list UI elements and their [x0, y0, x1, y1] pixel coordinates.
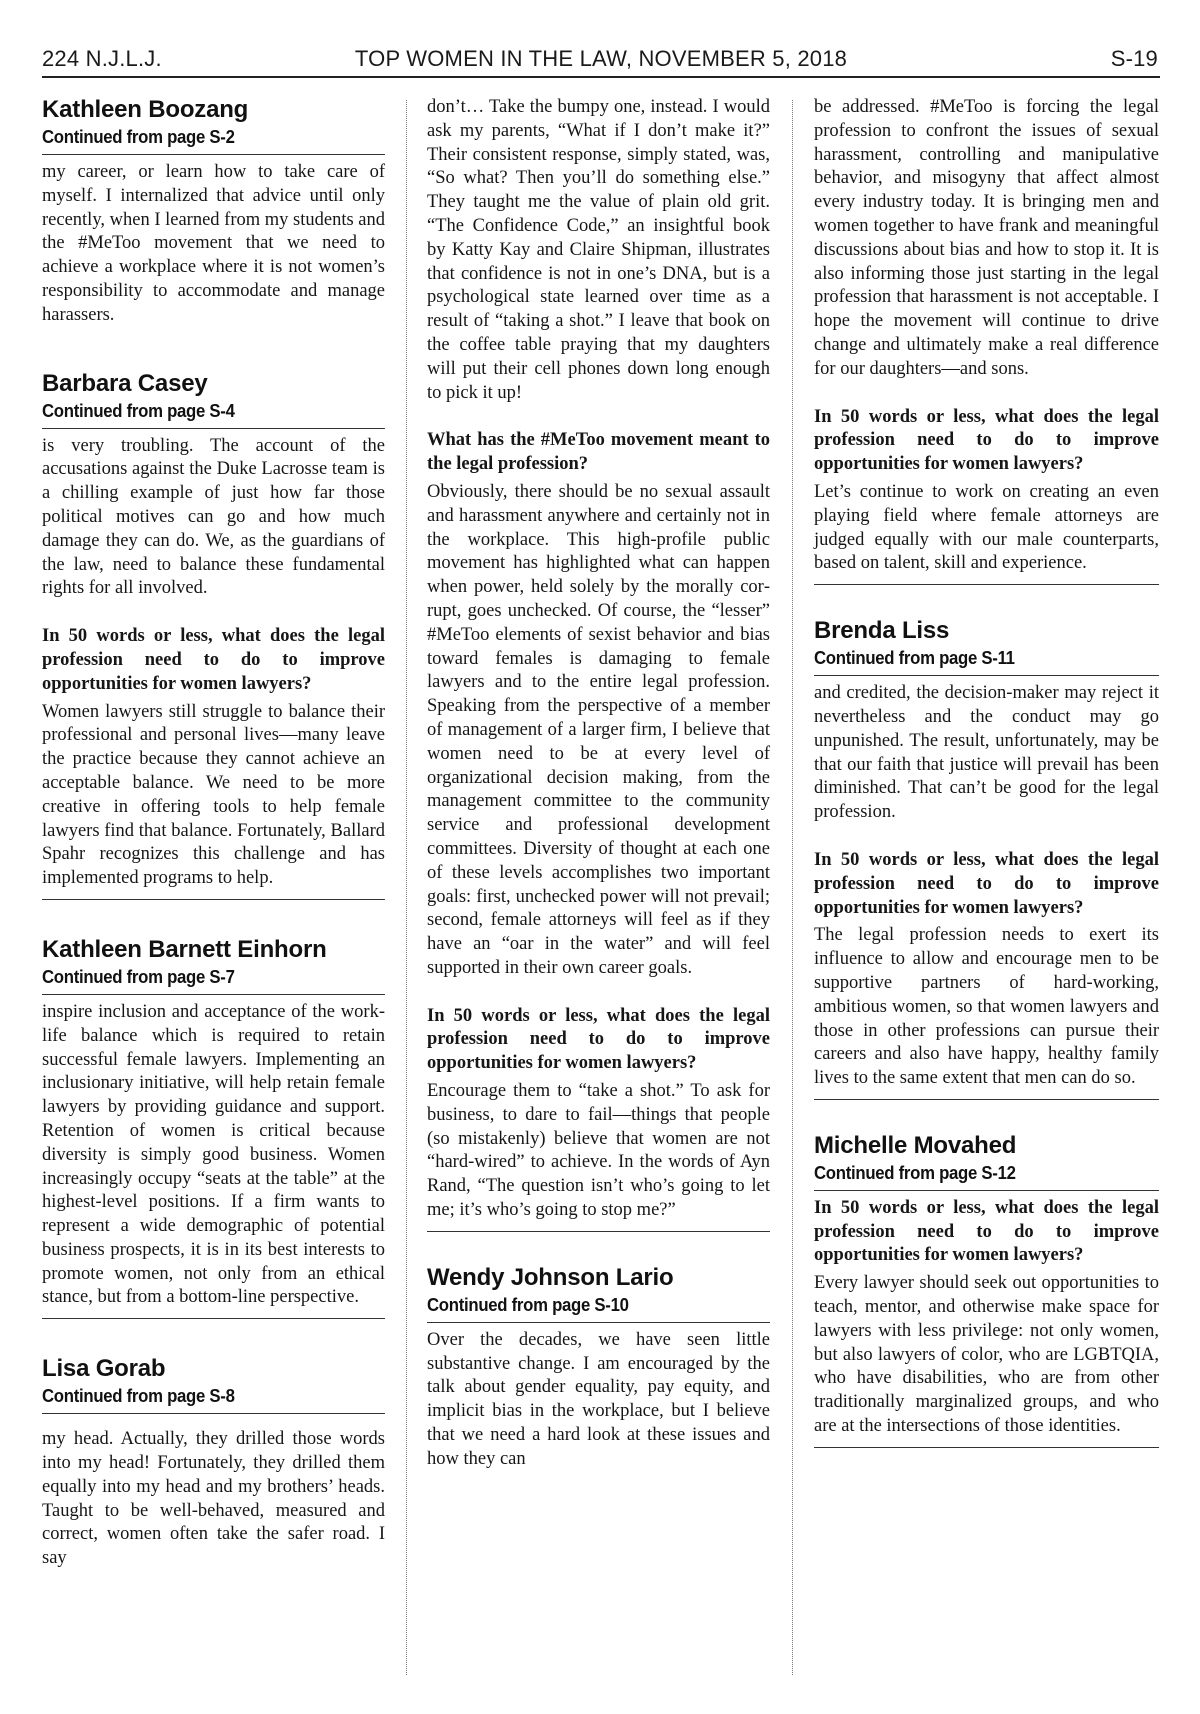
- article-body: don’t… Take the bumpy one, instead. I would ask my parents, “What if I don’t make it?” Their consistent response, simply stated, was, “So what? Then you’ll do something else.” They taught me the value of plain old grit. “The Confidence Code,” an insightful book by Katty Kay and Claire Shipman, illustrates that confidence is not in one’s DNA, but is a psychological state learned over time as a result of “taking a shot.” I leave that book on the coffee table praying that my daughters will put their cell phones down long enough to pick it up!: [427, 97, 770, 403]
- question: In 50 words or less, what does the legal profession need to do to improve opportunities for women lawyers?: [814, 849, 1159, 918]
- article-end-rule: [42, 899, 385, 900]
- heading-rule: [42, 994, 385, 995]
- article-body: Over the decades, we have seen little substantive change. I am encouraged by the talk about gender equality, pay equity, and implicit bias in the workplace, but I believe that we need a hard look at these issues and how they can: [427, 1329, 770, 1469]
- article-end-rule: [814, 1447, 1159, 1448]
- article-body: be addressed. #MeToo is forcing the legal profession to confront the issues of sexual harassment, controlling and manipulative behavior, and misogyny that affect almost every industry today. It is bringing men and women together to have frank and meaningful discussions about bias and how to stop it. It is also informing those just starting in the legal profession that harassment is not acceptable. I hope the movement will continue to drive change and ultimately make a real difference for our daughters—and sons.: [814, 97, 1159, 379]
- article-name: Michelle Movahed: [814, 1131, 1017, 1159]
- article-liss: [814, 617, 1159, 1100]
- heading-rule: [42, 1413, 385, 1414]
- article-einhorn: [42, 936, 385, 1319]
- question: In 50 words or less, what does the legal profession need to do to improve opportunities for women lawyers?: [814, 406, 1159, 475]
- question: What has the #MeToo movement meant to the legal profession?: [427, 430, 770, 475]
- heading-rule: [427, 1322, 770, 1323]
- article-casey: [42, 370, 385, 900]
- continued-from: Continued from page S-10: [427, 1294, 629, 1315]
- article-name: Barbara Casey: [42, 369, 208, 397]
- column-divider: [792, 100, 793, 1675]
- article-end-rule: [427, 1231, 770, 1232]
- article-end-rule: [814, 584, 1159, 585]
- article-body: my head. Actually, they drilled those words into my head! Fortunately, they drilled them equally into my head and my brothers’ heads. Taught to be well-behaved, measured and correct, women often take the safer road. I say: [42, 1429, 385, 1569]
- answer: The legal profession needs to exert its influence to allow and encourage men to be supportive partners of hard-working, ambitious women, so that women lawyers and those in other professions can pursue their careers and also have happy, healthy family lives to the same extent that men can do so.: [814, 925, 1159, 1089]
- column-divider: [406, 100, 407, 1675]
- column-2: [427, 96, 770, 1472]
- heading-rule: [814, 675, 1159, 676]
- column-1: [42, 96, 385, 1571]
- answer: Encourage them to “take a shot.” To ask for business, to dare to fail—things that people (so mistakenly) believe that women are not “hard-wired” to achieve. In the words of Ayn Rand, “The question isn’t who’s going to let me; it’s who’s going to stop me?”: [427, 1081, 770, 1221]
- article-gorab-continued: [427, 96, 770, 1232]
- article-gorab: [42, 1355, 385, 1571]
- continued-from: Continued from page S-4: [42, 400, 235, 421]
- question: In 50 words or less, what does the legal profession need to do to improve opportunities for women lawyers?: [42, 626, 385, 694]
- page-header: [42, 38, 1160, 78]
- page-number: S-19: [1110, 46, 1158, 71]
- column-3: [814, 96, 1159, 1448]
- article-end-rule: [42, 1318, 385, 1319]
- page-folio: 224 N.J.L.J.: [42, 46, 162, 71]
- answer: Every lawyer should seek out opportunities to teach, mentor, and otherwise make space for lawyers with less privilege: not only women, but also lawyers of color, who are LGBTQIA, who have disabilities, who are from other traditionally marginalized groups, and who are at the intersections of those identities.: [814, 1273, 1159, 1437]
- article-body: my career, or learn how to take care of myself. I internalized that advice until only recently, when I learned from my students and the #MeToo movement that we need to achieve a workplace where it is not women’s responsibility to accommodate and manage harassers.: [42, 162, 385, 325]
- article-name: Kathleen Barnett Einhorn: [42, 935, 327, 963]
- question: In 50 words or less, what does the legal profession need to do to improve opportunities for women lawyers?: [427, 1005, 770, 1074]
- continued-from: Continued from page S-7: [42, 966, 235, 987]
- answer: Women lawyers still struggle to balance their professional and personal lives—many leave the practice because they cannot achieve an acceptable balance. We need to be more creative in offering tools to help female lawyers find that balance. Fortunately, Ballard Spahr recognizes this challenge and has implemented programs to help.: [42, 701, 385, 889]
- article-lario: [427, 1264, 770, 1472]
- continued-from: Continued from page S-8: [42, 1386, 235, 1407]
- continued-from: Continued from page S-11: [814, 648, 1015, 669]
- section-title: TOP WOMEN IN THE LAW, NOVEMBER 5, 2018: [354, 46, 848, 71]
- continued-from: Continued from page S-2: [42, 127, 235, 147]
- article-name: Kathleen Boozang: [42, 96, 249, 123]
- heading-rule: [42, 154, 385, 155]
- article-end-rule: [814, 1099, 1159, 1100]
- heading-rule: [814, 1190, 1159, 1191]
- continued-from: Continued from page S-12: [814, 1162, 1016, 1183]
- question: In 50 words or less, what does the legal profession need to do to improve opportunities for women lawyers?: [814, 1197, 1159, 1266]
- answer: Let’s continue to work on creating an even playing field where female attorneys are judged equally with our male counterparts, based on talent, skill and experience.: [814, 481, 1159, 574]
- article-boozang: [42, 96, 385, 328]
- heading-rule: [42, 428, 385, 429]
- article-lario-continued: [814, 96, 1159, 585]
- article-name: Wendy Johnson Lario: [427, 1263, 674, 1291]
- article-body: and credited, the decision-maker may reject it nevertheless and the conduct may go unpunished. The result, unfortunately, may be that our faith that justice will prevail has been diminished. That can’t be good for the legal profession.: [814, 683, 1159, 823]
- answer: Obviously, there should be no sexual assault and harassment anywhere and certainly not in the workplace. This high-profile public movement has highlighted what can happen when power, held solely by the morally corrupt, goes unchecked. Of course, the “lesser” #MeToo elements of sexist behavior and bias toward females is damaging to female lawyers and to the entire legal profession. Speaking from the perspective of a member of management of a larger firm, I believe that women need to be at every level of organizational decision making, from the management committee to the community service and professional development committees. Diversity of thought at each one of these levels accomplishes two important goals: first, unchecked power will not prevail; second, female attorneys will feel as if they have an “oar in the water” and will feel supported in their own career goals.: [427, 481, 770, 978]
- article-movahed: [814, 1132, 1159, 1448]
- article-name: Brenda Liss: [814, 617, 950, 645]
- article-body: inspire inclusion and acceptance of the work-life balance which is required to retain successful female lawyers. Implementing an inclusionary initiative, will help retain female lawyers by providing guidance and support. Retention of women is critical because diversity is simply good business. Women increasingly occupy “seats at the table” at the highest-level positions. If a firm wants to represent a wide demographic of potential business prospects, it is in its best interests to promote women, not only from an ethical stance, but from a bottom-line perspective.: [42, 1001, 385, 1308]
- article-name: Lisa Gorab: [42, 1355, 166, 1383]
- article-body: is very troubling. The account of the accusations against the Duke Lacrosse team is a chilling example of just how far those political motives can go and how much damage they can do. We, as the guardians of the law, need to balance these fundamental rights for all involved.: [42, 435, 385, 599]
